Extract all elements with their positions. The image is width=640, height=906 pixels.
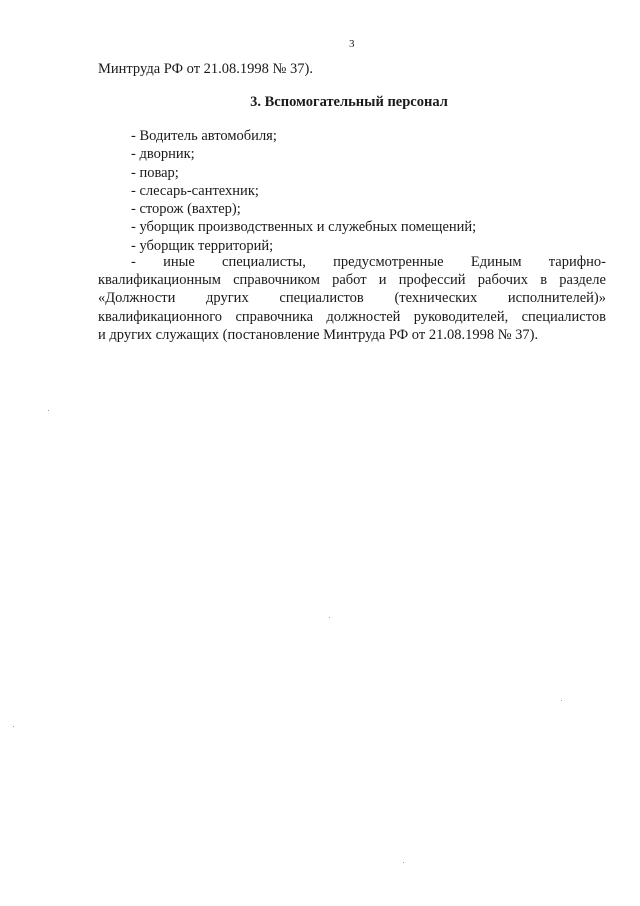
section-heading: 3. Вспомогательный персонал bbox=[250, 94, 448, 110]
word: «Должности bbox=[98, 290, 176, 307]
word: разделе bbox=[559, 272, 606, 289]
other-specialists-paragraph bbox=[98, 253, 606, 344]
scan-speck bbox=[48, 410, 49, 411]
word: - bbox=[131, 254, 136, 270]
word: тарифно- bbox=[548, 254, 606, 270]
word: руководителей, bbox=[413, 308, 509, 325]
word: исполнителей)» bbox=[507, 290, 606, 307]
list-item: - уборщик территорий; bbox=[131, 237, 274, 254]
staff-list bbox=[131, 127, 476, 255]
word: квалификационного bbox=[98, 308, 223, 325]
scan-speck bbox=[561, 700, 562, 701]
scan-speck bbox=[403, 862, 404, 863]
word: работ bbox=[332, 272, 367, 289]
list-item: - повар; bbox=[131, 164, 179, 181]
list-item: - Водитель автомобиля; bbox=[131, 128, 277, 144]
paragraph-line-5: и других служащих (постановление Минтруда РФ от 21.08.1998 № 37). bbox=[98, 326, 539, 343]
word: должностей bbox=[326, 308, 401, 325]
paragraph-line-2 bbox=[98, 271, 606, 289]
word: других bbox=[206, 290, 249, 307]
list-item: - уборщик производственных и служебных помещений; bbox=[131, 219, 477, 236]
word: и bbox=[378, 272, 387, 289]
word: квалификационным bbox=[98, 272, 221, 289]
word: специалисты, bbox=[222, 254, 306, 270]
word: предусмотренные bbox=[333, 254, 444, 270]
word: специалистов bbox=[521, 308, 606, 325]
list-item: - сторож (вахтер); bbox=[131, 201, 241, 218]
word: профессий bbox=[398, 272, 466, 289]
paragraph-line-1 bbox=[98, 253, 606, 271]
word: иные bbox=[163, 254, 195, 270]
word: справочника bbox=[235, 308, 314, 325]
word: справочником bbox=[233, 272, 320, 289]
continuation-text: Минтруда РФ от 21.08.1998 № 37). bbox=[98, 61, 313, 77]
list-item: - слесарь-сантехник; bbox=[131, 182, 259, 199]
page-number: 3 bbox=[349, 38, 355, 50]
scan-speck bbox=[329, 617, 330, 618]
word: Единым bbox=[470, 254, 522, 270]
word: рабочих bbox=[477, 272, 529, 289]
scan-speck bbox=[13, 726, 14, 727]
list-item: - дворник; bbox=[131, 146, 195, 163]
paragraph-line-3 bbox=[98, 289, 606, 307]
word: специалистов bbox=[279, 290, 364, 307]
paragraph-line-4 bbox=[98, 308, 606, 326]
word: в bbox=[540, 272, 548, 289]
word: (технических bbox=[394, 290, 478, 307]
